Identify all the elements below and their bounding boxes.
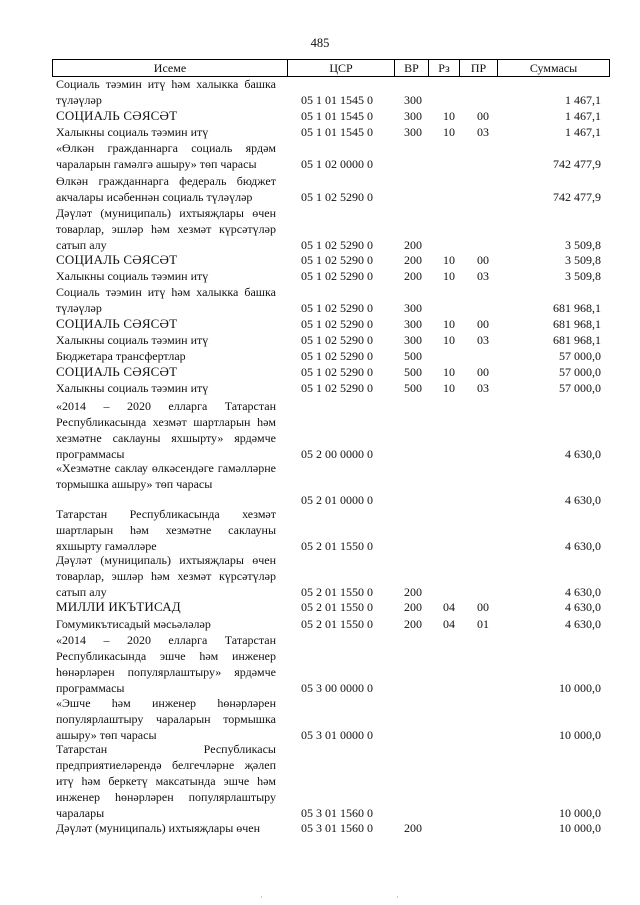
row-rz: 10 — [443, 269, 455, 283]
row-sum: 3 509,8 — [565, 238, 601, 252]
row-sum: 4 630,0 — [565, 600, 601, 614]
row-csr: 05 1 02 5290 0 — [301, 269, 373, 283]
row-vr: 500 — [404, 381, 422, 395]
row-name: СОЦИАЛЬ СӘЯСӘТ — [56, 252, 178, 267]
table-header — [52, 59, 610, 77]
row-csr: 05 3 01 1560 0 — [301, 806, 373, 820]
row-name: Татарстан Республикасында хезмәт шартларын һәм хезмәтне саклауны яхшырту гамәлләре — [56, 507, 276, 553]
row-vr: 200 — [404, 821, 422, 835]
row-pr: 00 — [477, 109, 489, 123]
row-csr: 05 1 02 5290 0 — [301, 349, 373, 363]
header-sum: Суммасы — [498, 60, 610, 77]
row-csr: 05 1 02 5290 0 — [301, 365, 373, 379]
row-pr: 00 — [477, 600, 489, 614]
row-csr: 05 1 02 5290 0 — [301, 381, 373, 395]
row-sum: 1 467,1 — [565, 109, 601, 123]
row-vr: 300 — [404, 301, 422, 315]
row-name: СОЦИАЛЬ СӘЯСӘТ — [56, 364, 178, 379]
row-csr: 05 2 01 1550 0 — [301, 617, 373, 631]
row-sum: 681 968,1 — [553, 333, 601, 347]
row-sum: 742 477,9 — [553, 157, 601, 171]
row-name: Социаль тәэмин итү һәм халыкка башка түләүләр — [56, 285, 276, 315]
header-pr: ПР — [460, 60, 498, 77]
row-rz: 10 — [443, 125, 455, 139]
row-csr: 05 1 02 5290 0 — [301, 253, 373, 267]
scan-speck: · — [260, 892, 263, 902]
row-sum: 4 630,0 — [565, 493, 601, 507]
row-name: Өлкән гражданнарга федераль бюджет акчалары исәбеннән социаль түләүләр — [56, 174, 276, 204]
row-vr: 200 — [404, 238, 422, 252]
row-rz: 10 — [443, 317, 455, 331]
row-pr: 00 — [477, 365, 489, 379]
row-rz: 10 — [443, 109, 455, 123]
row-rz: 10 — [443, 333, 455, 347]
row-name: СОЦИАЛЬ СӘЯСӘТ — [56, 316, 178, 331]
row-name: Татарстан Республикасы предприятиеләрендә белгечләрне җәлеп итү һәм беркетү максатында эшче һәм инженер һөнәрләрен популярлаштыру чаралары — [56, 742, 276, 820]
row-vr: 300 — [404, 333, 422, 347]
row-sum: 10 000,0 — [559, 806, 601, 820]
row-rz: 10 — [443, 381, 455, 395]
row-sum: 1 467,1 — [565, 125, 601, 139]
row-vr: 300 — [404, 109, 422, 123]
row-rz: 10 — [443, 365, 455, 379]
row-name: Бюджетара трансфертлар — [56, 349, 186, 363]
row-name: Халыкны социаль тәэмин итү — [56, 125, 209, 139]
row-csr: 05 1 01 1545 0 — [301, 125, 373, 139]
row-name: Дәүләт (муниципаль) ихтыяҗлары өчен — [56, 821, 261, 835]
row-sum: 10 000,0 — [559, 681, 601, 695]
row-csr: 05 1 02 5290 0 — [301, 238, 373, 252]
row-sum: 681 968,1 — [553, 301, 601, 315]
row-pr: 00 — [477, 253, 489, 267]
row-csr: 05 2 01 1550 0 — [301, 585, 373, 599]
row-vr: 200 — [404, 617, 422, 631]
row-name: Дәүләт (муниципаль) ихтыяҗлары өчен товарлар, эшләр һәм хезмәт күрсәтүләр сатып алу — [56, 553, 276, 599]
row-name: Халыкны социаль тәэмин итү — [56, 269, 209, 283]
row-sum: 4 630,0 — [565, 617, 601, 631]
row-sum: 57 000,0 — [559, 381, 601, 395]
row-vr: 300 — [404, 125, 422, 139]
row-name: Гомумикътисадый мәсьәләләр — [56, 617, 211, 631]
row-rz: 04 — [443, 617, 455, 631]
row-name: МИЛЛИ ИКЪТИСАД — [56, 599, 181, 614]
row-pr: 03 — [477, 381, 489, 395]
row-sum: 3 509,8 — [565, 269, 601, 283]
row-sum: 10 000,0 — [559, 728, 601, 742]
row-pr: 03 — [477, 333, 489, 347]
row-sum: 57 000,0 — [559, 365, 601, 379]
row-rz: 10 — [443, 253, 455, 267]
header-csr: ЦСР — [288, 60, 395, 77]
row-vr: 500 — [404, 349, 422, 363]
header-name: Исеме — [53, 60, 288, 77]
row-sum: 742 477,9 — [553, 190, 601, 204]
row-pr: 03 — [477, 125, 489, 139]
row-name: Халыкны социаль тәэмин итү — [56, 381, 209, 395]
row-sum: 3 509,8 — [565, 253, 601, 267]
row-csr: 05 1 02 0000 0 — [301, 157, 373, 171]
row-vr: 200 — [404, 600, 422, 614]
row-csr: 05 2 01 1550 0 — [301, 600, 373, 614]
row-name: «Хезмәтне саклау өлкәсендәге гамәлләрне тормышка ашыру» төп чарасы — [56, 461, 276, 491]
scan-speck: · — [396, 892, 399, 902]
row-name: «2014 – 2020 елларга Татарстан Республикасында хезмәт шартларын һәм хезмәтне саклауны яхшырту» ярдәмче программасы — [56, 399, 276, 461]
row-name: СОЦИАЛЬ СӘЯСӘТ — [56, 108, 178, 123]
row-csr: 05 3 00 0000 0 — [301, 681, 373, 695]
row-vr: 500 — [404, 365, 422, 379]
row-name: Дәүләт (муниципаль) ихтыяҗлары өчен товарлар, эшләр һәм хезмәт күрсәтүләр сатып алу — [56, 206, 276, 252]
row-csr: 05 1 01 1545 0 — [301, 93, 373, 107]
row-vr: 200 — [404, 253, 422, 267]
row-name: «Өлкән гражданнарга социаль ярдәм чараларын гамәлгә ашыру» төп чарасы — [56, 141, 276, 171]
row-pr: 01 — [477, 617, 489, 631]
row-csr: 05 1 02 5290 0 — [301, 333, 373, 347]
header-vr: ВР — [395, 60, 429, 77]
row-csr: 05 1 01 1545 0 — [301, 109, 373, 123]
row-pr: 03 — [477, 269, 489, 283]
row-sum: 1 467,1 — [565, 93, 601, 107]
row-csr: 05 3 01 0000 0 — [301, 728, 373, 742]
row-vr: 200 — [404, 585, 422, 599]
row-csr: 05 2 00 0000 0 — [301, 447, 373, 461]
row-rz: 04 — [443, 600, 455, 614]
row-csr: 05 2 01 1550 0 — [301, 539, 373, 553]
row-sum: 681 968,1 — [553, 317, 601, 331]
row-sum: 4 630,0 — [565, 447, 601, 461]
row-name: «2014 – 2020 елларга Татарстан Республикасында эшче һәм инженер һөнәрләрен популярлаштыру» ярдәмче программасы — [56, 633, 276, 695]
row-csr: 05 1 02 5290 0 — [301, 301, 373, 315]
row-sum: 4 630,0 — [565, 585, 601, 599]
row-vr: 200 — [404, 269, 422, 283]
row-name: Халыкны социаль тәэмин итү — [56, 333, 209, 347]
row-csr: 05 2 01 0000 0 — [301, 493, 373, 507]
header-rz: Рз — [429, 60, 460, 77]
row-csr: 05 1 02 5290 0 — [301, 190, 373, 204]
row-sum: 57 000,0 — [559, 349, 601, 363]
row-csr: 05 1 02 5290 0 — [301, 317, 373, 331]
row-vr: 300 — [404, 93, 422, 107]
row-vr: 300 — [404, 317, 422, 331]
row-sum: 4 630,0 — [565, 539, 601, 553]
row-sum: 10 000,0 — [559, 821, 601, 835]
row-csr: 05 3 01 1560 0 — [301, 821, 373, 835]
page-number: 485 — [310, 36, 330, 50]
row-pr: 00 — [477, 317, 489, 331]
row-name: «Эшче һәм инженер һөнәрләрен популярлаштыру чараларын тормышка ашыру» төп чарасы — [56, 696, 276, 742]
row-name: Социаль тәэмин итү һәм халыкка башка түләүләр — [56, 77, 276, 107]
